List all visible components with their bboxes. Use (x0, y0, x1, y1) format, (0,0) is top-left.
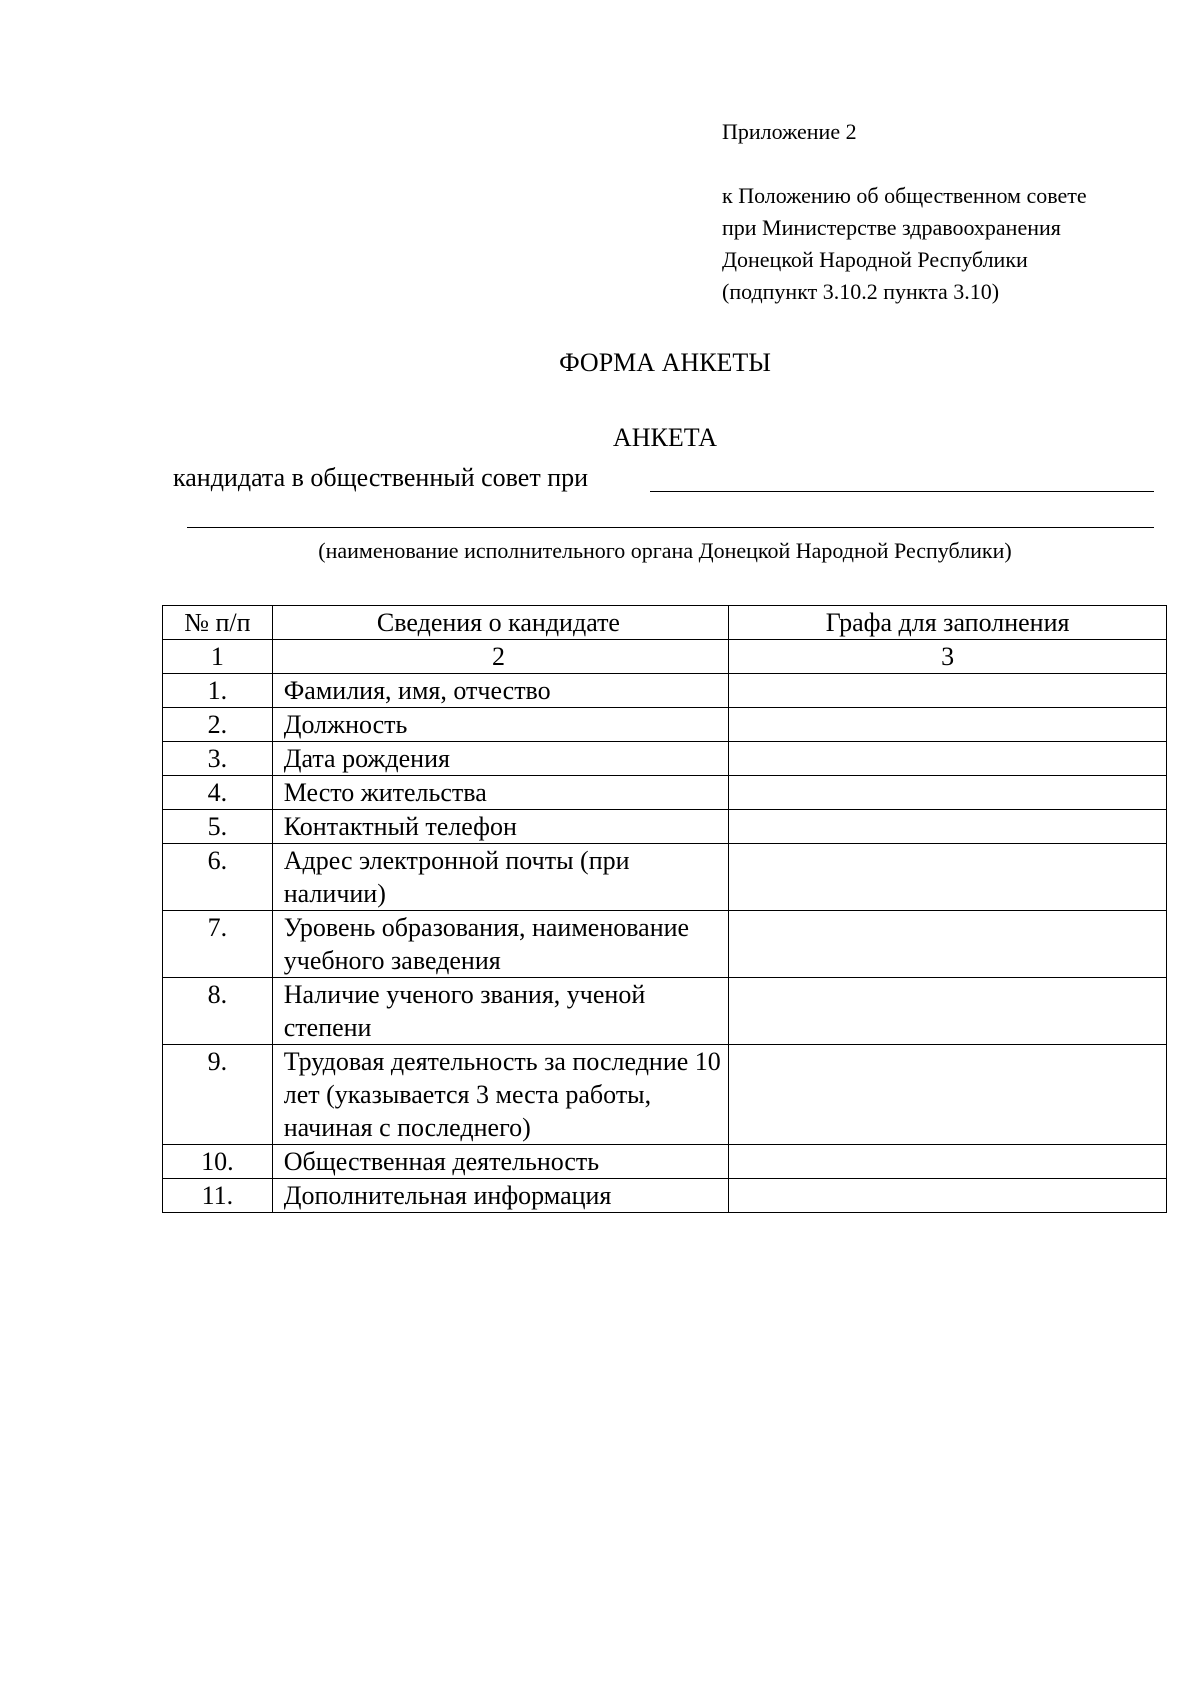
row-number: 2. (163, 708, 273, 742)
row-number: 1. (163, 674, 273, 708)
table-row (163, 810, 1167, 844)
header-info: Сведения о кандидате (272, 606, 728, 640)
form-title: ФОРМА АНКЕТЫ (559, 348, 771, 377)
table-row (163, 674, 1167, 708)
table-row (163, 1045, 1167, 1145)
table-row (163, 708, 1167, 742)
table-row (163, 844, 1167, 911)
candidate-line-label: кандидата в общественный совет при (173, 463, 589, 492)
appendix-line: к Положению об общественном совете (722, 183, 1087, 208)
row-number: 4. (163, 776, 273, 810)
row-number: 5. (163, 810, 273, 844)
row-number: 7. (163, 911, 273, 978)
table-header-row (163, 606, 1167, 640)
row-info: Наличие ученого звания, ученой степени (272, 978, 728, 1045)
column-number: 1 (163, 640, 273, 674)
authority-name-caption: (наименование исполнительного органа Донецкой Народной Республики) (318, 538, 1012, 563)
table-row (163, 1145, 1167, 1179)
row-number: 11. (163, 1179, 273, 1213)
row-fill-cell[interactable] (729, 1145, 1167, 1179)
row-fill-cell[interactable] (729, 1045, 1167, 1145)
row-fill-cell[interactable] (729, 1179, 1167, 1213)
row-fill-cell[interactable] (729, 844, 1167, 911)
row-fill-cell[interactable] (729, 674, 1167, 708)
anketa-title: АНКЕТА (612, 423, 718, 452)
row-info: Трудовая деятельность за последние 10 лет (указывается 3 места работы, начиная с последнего) (272, 1045, 728, 1145)
row-info: Дополнительная информация (272, 1179, 728, 1213)
row-number: 8. (163, 978, 273, 1045)
row-info: Дата рождения (272, 742, 728, 776)
authority-name-blank-line-2[interactable] (187, 527, 1154, 528)
row-info: Должность (272, 708, 728, 742)
row-info: Контактный телефон (272, 810, 728, 844)
row-fill-cell[interactable] (729, 978, 1167, 1045)
appendix-line: Донецкой Народной Республики (722, 247, 1028, 272)
column-number: 3 (729, 640, 1167, 674)
row-fill-cell[interactable] (729, 810, 1167, 844)
table-row (163, 911, 1167, 978)
row-number: 10. (163, 1145, 273, 1179)
row-info: Уровень образования, наименование учебного заведения (272, 911, 728, 978)
column-number-row (163, 640, 1167, 674)
appendix-line: (подпункт 3.10.2 пункта 3.10) (722, 279, 1000, 304)
row-fill-cell[interactable] (729, 776, 1167, 810)
row-info: Место жительства (272, 776, 728, 810)
row-number: 3. (163, 742, 273, 776)
row-fill-cell[interactable] (729, 742, 1167, 776)
table-row (163, 776, 1167, 810)
authority-name-blank-line-1[interactable] (650, 491, 1154, 492)
appendix-block (722, 116, 1162, 308)
row-number: 9. (163, 1045, 273, 1145)
appendix-number: Приложение 2 (722, 119, 857, 144)
row-info: Общественная деятельность (272, 1145, 728, 1179)
row-info: Адрес электронной почты (при наличии) (272, 844, 728, 911)
header-fill: Графа для заполнения (729, 606, 1167, 640)
column-number: 2 (272, 640, 728, 674)
row-number: 6. (163, 844, 273, 911)
candidate-info-table (162, 605, 1167, 1213)
row-fill-cell[interactable] (729, 911, 1167, 978)
table-row (163, 1179, 1167, 1213)
header-number: № п/п (163, 606, 273, 640)
appendix-line: при Министерстве здравоохранения (722, 215, 1061, 240)
row-info: Фамилия, имя, отчество (272, 674, 728, 708)
table-row (163, 742, 1167, 776)
row-fill-cell[interactable] (729, 708, 1167, 742)
table-row (163, 978, 1167, 1045)
